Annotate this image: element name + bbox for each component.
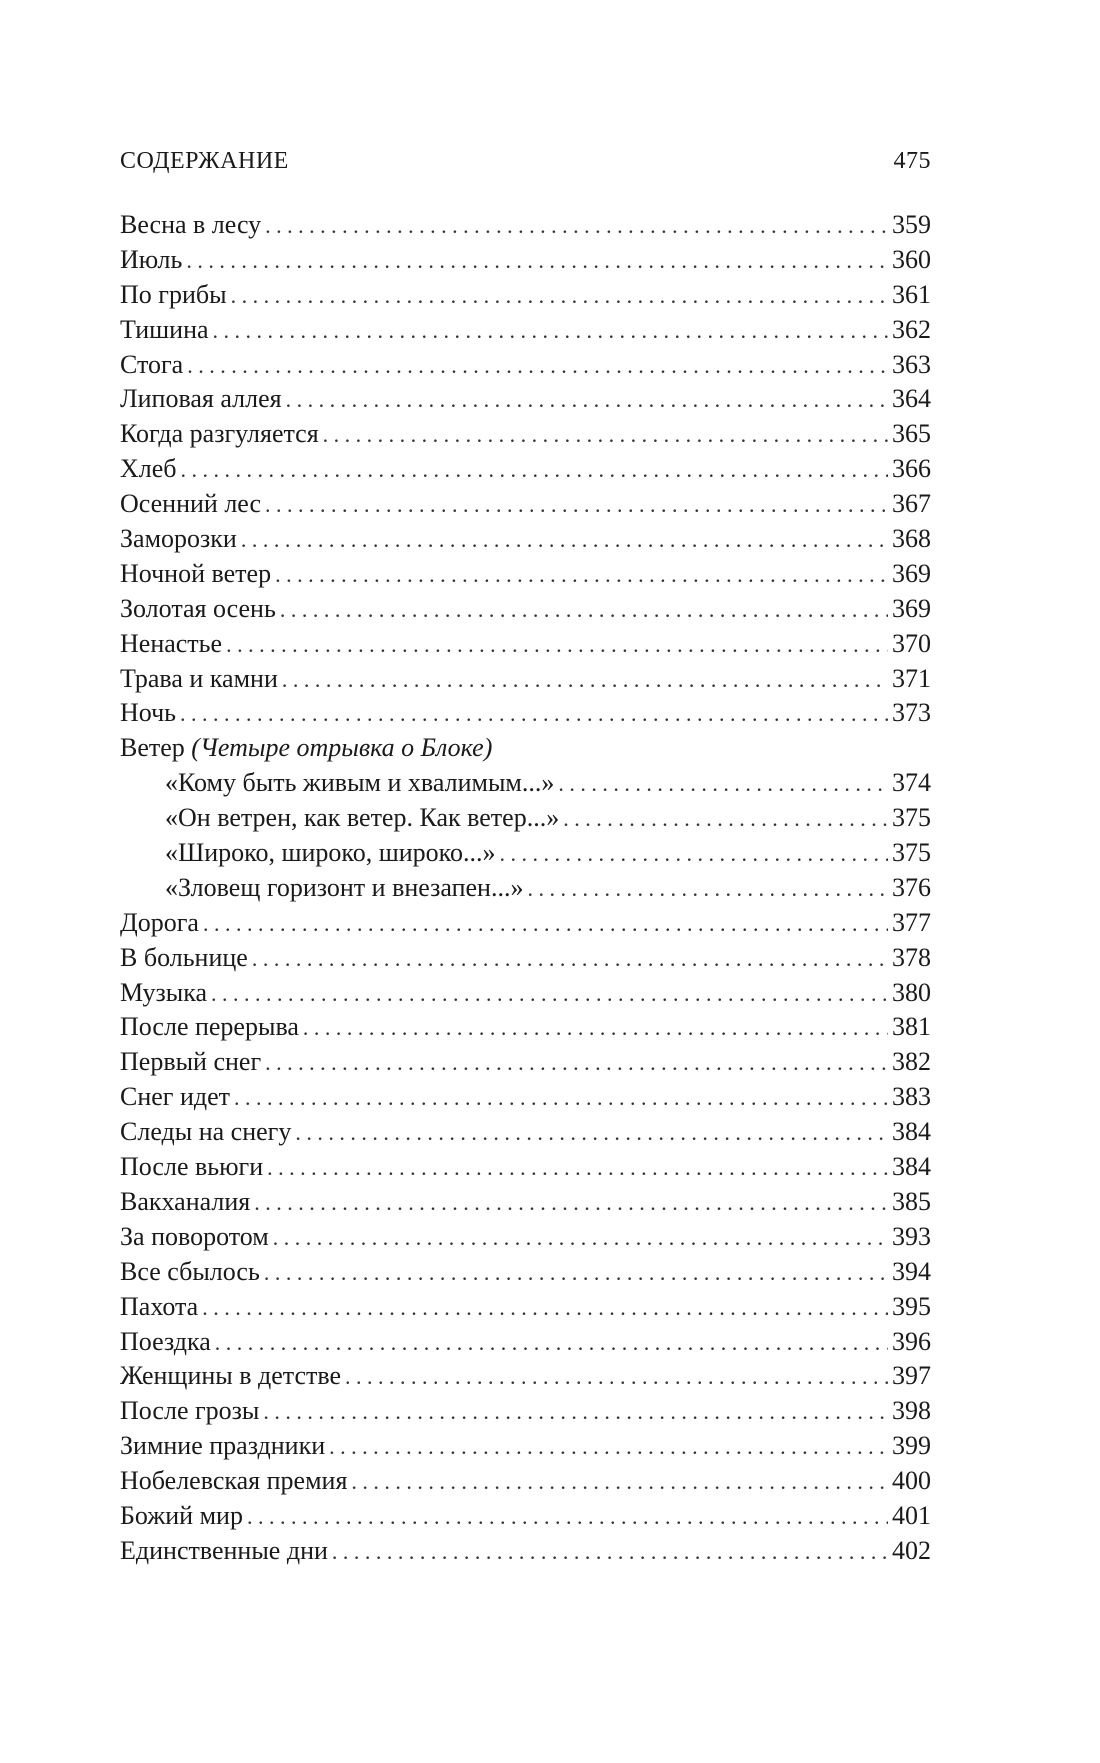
toc-entry-title-text: Дорога xyxy=(120,907,199,937)
toc-entry xyxy=(120,976,931,1011)
dot-leader xyxy=(226,628,888,663)
toc-entry-title xyxy=(120,348,183,383)
toc-entry xyxy=(120,1429,931,1464)
toc-entry-page: 366 xyxy=(892,454,931,484)
dot-leader xyxy=(332,1535,888,1570)
toc-entry-title-text: По грибы xyxy=(120,279,227,309)
toc-entry-page: 394 xyxy=(892,1256,931,1286)
toc-entry-page: 377 xyxy=(892,907,931,937)
toc-entry-title xyxy=(165,766,554,801)
toc-entry xyxy=(120,627,931,662)
dot-leader xyxy=(563,802,888,837)
toc-entry-title-text: Июль xyxy=(120,244,183,274)
toc-entry-title-text: Ночь xyxy=(120,698,177,728)
toc-entry-title-text: Золотая осень xyxy=(120,593,276,623)
dot-leader xyxy=(254,1186,888,1221)
toc-entry-page: 380 xyxy=(892,977,931,1007)
toc-subentry xyxy=(120,766,931,801)
toc-entry-title-text: Ненастье xyxy=(120,628,223,658)
toc-entry-title xyxy=(120,731,492,766)
dot-leader xyxy=(265,209,888,244)
toc-entry-title xyxy=(120,1115,291,1150)
toc-entry-title-text: За поворотом xyxy=(120,1221,269,1251)
dot-leader xyxy=(187,349,888,384)
toc-entry-page: 384 xyxy=(892,1117,931,1147)
toc-entry-title-text: Ветер xyxy=(120,733,185,763)
toc-entry-title xyxy=(165,871,523,906)
running-head xyxy=(120,148,931,180)
toc-entry-title xyxy=(120,1499,243,1534)
toc-entry-title-text: Первый снег xyxy=(120,1047,262,1077)
dot-leader xyxy=(558,767,888,802)
toc-entry xyxy=(120,313,931,348)
dot-leader xyxy=(286,383,888,418)
toc-entry-title-text: Липовая аллея xyxy=(120,384,282,414)
toc-entry-title xyxy=(165,836,495,871)
toc-entry-title xyxy=(120,627,222,662)
toc-entry-title xyxy=(120,906,199,941)
toc-entry-title-text: Весна в лесу xyxy=(120,210,262,239)
toc-entry xyxy=(120,1359,931,1394)
dot-leader xyxy=(295,1116,888,1151)
dot-leader xyxy=(264,1256,888,1291)
toc-entry xyxy=(120,1290,931,1325)
toc-entry xyxy=(120,348,931,383)
toc-entry-page: 368 xyxy=(892,524,931,554)
toc-entry-page: 395 xyxy=(892,1291,931,1321)
toc-entry-title-text: «Зловещ горизонт и внезапен...» xyxy=(165,872,524,902)
toc-entry-page: 375 xyxy=(892,803,931,833)
toc-entry xyxy=(120,1464,931,1499)
toc-entry-title xyxy=(120,243,182,278)
toc-entry-title xyxy=(120,976,207,1011)
toc-entry-title xyxy=(120,557,271,592)
dot-leader xyxy=(263,1395,888,1430)
toc-entry-page: 359 xyxy=(892,210,931,239)
toc-entry xyxy=(120,1185,931,1220)
dot-leader xyxy=(265,488,888,523)
toc-entry-title xyxy=(120,592,276,627)
toc-entry-page: 384 xyxy=(892,1152,931,1182)
toc-entry-page: 374 xyxy=(892,768,931,798)
dot-leader xyxy=(231,279,888,314)
toc-entry-title xyxy=(120,1150,263,1185)
toc-entry-page: 399 xyxy=(892,1431,931,1461)
toc-entry-title-text: Вакханалия xyxy=(120,1186,251,1216)
toc-entry-title xyxy=(120,1255,260,1290)
dot-leader xyxy=(241,523,888,558)
toc-entry xyxy=(120,278,931,313)
toc-subentry xyxy=(120,836,931,871)
toc-entry-page: 393 xyxy=(892,1221,931,1251)
toc-entry-title-text: Единственные дни xyxy=(120,1535,328,1565)
toc-entry xyxy=(120,208,931,243)
toc-entry-title-text: Следы на снегу xyxy=(120,1117,292,1147)
toc-entry xyxy=(120,1115,931,1150)
toc-entry-page: 382 xyxy=(892,1047,931,1077)
toc-entry-title xyxy=(120,1464,347,1499)
dot-leader xyxy=(345,1360,888,1395)
dot-leader xyxy=(252,942,888,977)
toc-entry-title xyxy=(120,382,282,417)
toc-entry xyxy=(120,557,931,592)
toc-entry xyxy=(120,382,931,417)
toc-entry xyxy=(120,941,931,976)
toc-entry-page: 375 xyxy=(892,838,931,868)
dot-leader xyxy=(527,872,888,907)
toc-entry xyxy=(120,522,931,557)
toc-entry xyxy=(120,731,931,766)
toc-entry xyxy=(120,1499,931,1534)
toc-entry-title-text: Трава и камни xyxy=(120,663,278,693)
toc-entry xyxy=(120,417,931,452)
toc-entry xyxy=(120,487,931,522)
toc-entry xyxy=(120,906,931,941)
toc-entry-title-text: Стога xyxy=(120,349,184,379)
toc-entry-page: 367 xyxy=(892,489,931,519)
toc-entry xyxy=(120,696,931,731)
toc-entry-page: 371 xyxy=(892,663,931,693)
dot-leader xyxy=(181,453,888,488)
toc-entry-title-text: «Широко, широко, широко...» xyxy=(165,838,496,868)
dot-leader xyxy=(215,1326,888,1361)
toc-entry-title-text: Музыка xyxy=(120,977,207,1007)
toc-entry-page: 369 xyxy=(892,558,931,588)
toc-entry xyxy=(120,243,931,278)
dot-leader xyxy=(180,697,888,732)
toc-entry-page: 397 xyxy=(892,1361,931,1391)
toc-entry xyxy=(120,1220,931,1255)
toc-entry xyxy=(120,1080,931,1115)
page-number: 475 xyxy=(893,148,931,174)
toc-entry-title xyxy=(120,1394,259,1429)
toc-entry-title xyxy=(120,522,237,557)
toc-entry-title xyxy=(120,208,261,243)
toc-entry-page: 381 xyxy=(892,1012,931,1042)
toc-entry-page: 396 xyxy=(892,1326,931,1356)
toc-entry-title xyxy=(120,1325,211,1360)
dot-leader xyxy=(265,1046,888,1081)
toc-entry-title-text: После вьюги xyxy=(120,1152,264,1182)
toc-entry-title-text: Хлеб xyxy=(120,454,177,484)
toc-entry-page: 360 xyxy=(892,244,931,274)
toc-entry xyxy=(120,1534,931,1569)
toc-entry-page: 363 xyxy=(892,349,931,379)
toc-entry-title-text: Пахота xyxy=(120,1291,199,1321)
toc-entry-title xyxy=(120,487,261,522)
toc-entry-page: 401 xyxy=(892,1500,931,1530)
dot-leader xyxy=(323,418,888,453)
toc-entry-title-text: «Кому быть живым и хвалимым...» xyxy=(165,768,555,798)
toc-entry xyxy=(120,1394,931,1429)
toc-entry-page: 364 xyxy=(892,384,931,414)
toc-entry-title xyxy=(120,662,278,697)
toc-entry-title xyxy=(120,1220,269,1255)
toc-entry-title xyxy=(120,278,227,313)
dot-leader xyxy=(280,593,888,628)
dot-leader xyxy=(211,977,888,1012)
toc-entry-title xyxy=(120,1290,198,1325)
table-of-contents xyxy=(120,208,931,1569)
toc-entry-subtitle: (Четыре отрывка о Блоке) xyxy=(191,733,493,763)
toc-entry-title-text: В больнице xyxy=(120,942,248,972)
toc-entry-title-text: Тишина xyxy=(120,314,209,344)
toc-entry-title xyxy=(120,417,319,452)
dot-leader xyxy=(303,1011,888,1046)
toc-entry xyxy=(120,662,931,697)
toc-entry-title-text: Заморозки xyxy=(120,524,237,554)
toc-entry-title xyxy=(165,801,559,836)
dot-leader xyxy=(247,1500,888,1535)
toc-entry-page: 370 xyxy=(892,628,931,658)
toc-entry-title xyxy=(120,1045,261,1080)
toc-entry-title-text: Поездка xyxy=(120,1326,211,1356)
toc-subentry xyxy=(120,871,931,906)
toc-entry-title xyxy=(120,1359,341,1394)
toc-entry-title-text: Когда разгуляется xyxy=(120,419,319,449)
toc-entry-title xyxy=(120,452,177,487)
toc-entry xyxy=(120,1010,931,1045)
dot-leader xyxy=(234,1081,888,1116)
section-title: СОДЕРЖАНИЕ xyxy=(120,148,289,174)
dot-leader xyxy=(186,244,888,279)
toc-entry-page: 378 xyxy=(892,942,931,972)
toc-entry xyxy=(120,1045,931,1080)
toc-entry-title-text: «Он ветрен, как ветер. Как ветер...» xyxy=(165,803,560,833)
dot-leader xyxy=(282,663,888,698)
toc-entry-title-text: Все сбылось xyxy=(120,1256,260,1286)
toc-entry-title xyxy=(120,313,209,348)
toc-entry-title xyxy=(120,1534,328,1569)
toc-entry-title xyxy=(120,1080,230,1115)
toc-entry xyxy=(120,592,931,627)
dot-leader xyxy=(267,1151,888,1186)
toc-entry-title xyxy=(120,1429,325,1464)
toc-entry-page: 369 xyxy=(892,593,931,623)
dot-leader xyxy=(213,314,888,349)
toc-entry-page: 361 xyxy=(892,279,931,309)
dot-leader xyxy=(499,837,888,872)
dot-leader xyxy=(351,1465,888,1500)
toc-entry-page: 400 xyxy=(892,1466,931,1496)
toc-entry-title-text: Зимние праздники xyxy=(120,1431,326,1461)
toc-entry-page: 365 xyxy=(892,419,931,449)
toc-entry-title xyxy=(120,1010,299,1045)
toc-entry xyxy=(120,1255,931,1290)
toc-entry-page: 362 xyxy=(892,314,931,344)
toc-entry-title-text: Осенний лес xyxy=(120,489,262,519)
toc-entry-title-text: Женщины в детстве xyxy=(120,1361,342,1391)
toc-entry-page: 383 xyxy=(892,1082,931,1112)
toc-entry-page: 385 xyxy=(892,1186,931,1216)
toc-entry-title-text: Ночной ветер xyxy=(120,558,272,588)
dot-leader xyxy=(275,558,888,593)
toc-entry-page: 402 xyxy=(892,1535,931,1565)
toc-entry-page: 376 xyxy=(892,872,931,902)
toc-entry-title-text: После грозы xyxy=(120,1396,260,1426)
toc-entry-title-text: После перерыва xyxy=(120,1012,299,1042)
toc-entry-title-text: Нобелевская премия xyxy=(120,1466,348,1496)
toc-entry-page: 398 xyxy=(892,1396,931,1426)
toc-entry xyxy=(120,1325,931,1360)
toc-subentry xyxy=(120,801,931,836)
dot-leader xyxy=(329,1430,888,1465)
toc-entry-title xyxy=(120,941,248,976)
toc-entry xyxy=(120,1150,931,1185)
toc-entry-title-text: Божий мир xyxy=(120,1500,243,1530)
toc-entry xyxy=(120,452,931,487)
toc-entry-title-text: Снег идет xyxy=(120,1082,231,1112)
dot-leader xyxy=(202,1291,888,1326)
dot-leader xyxy=(203,907,888,942)
toc-entry-title xyxy=(120,696,176,731)
dot-leader xyxy=(273,1221,888,1256)
toc-entry-page: 373 xyxy=(892,698,931,728)
toc-entry-title xyxy=(120,1185,250,1220)
